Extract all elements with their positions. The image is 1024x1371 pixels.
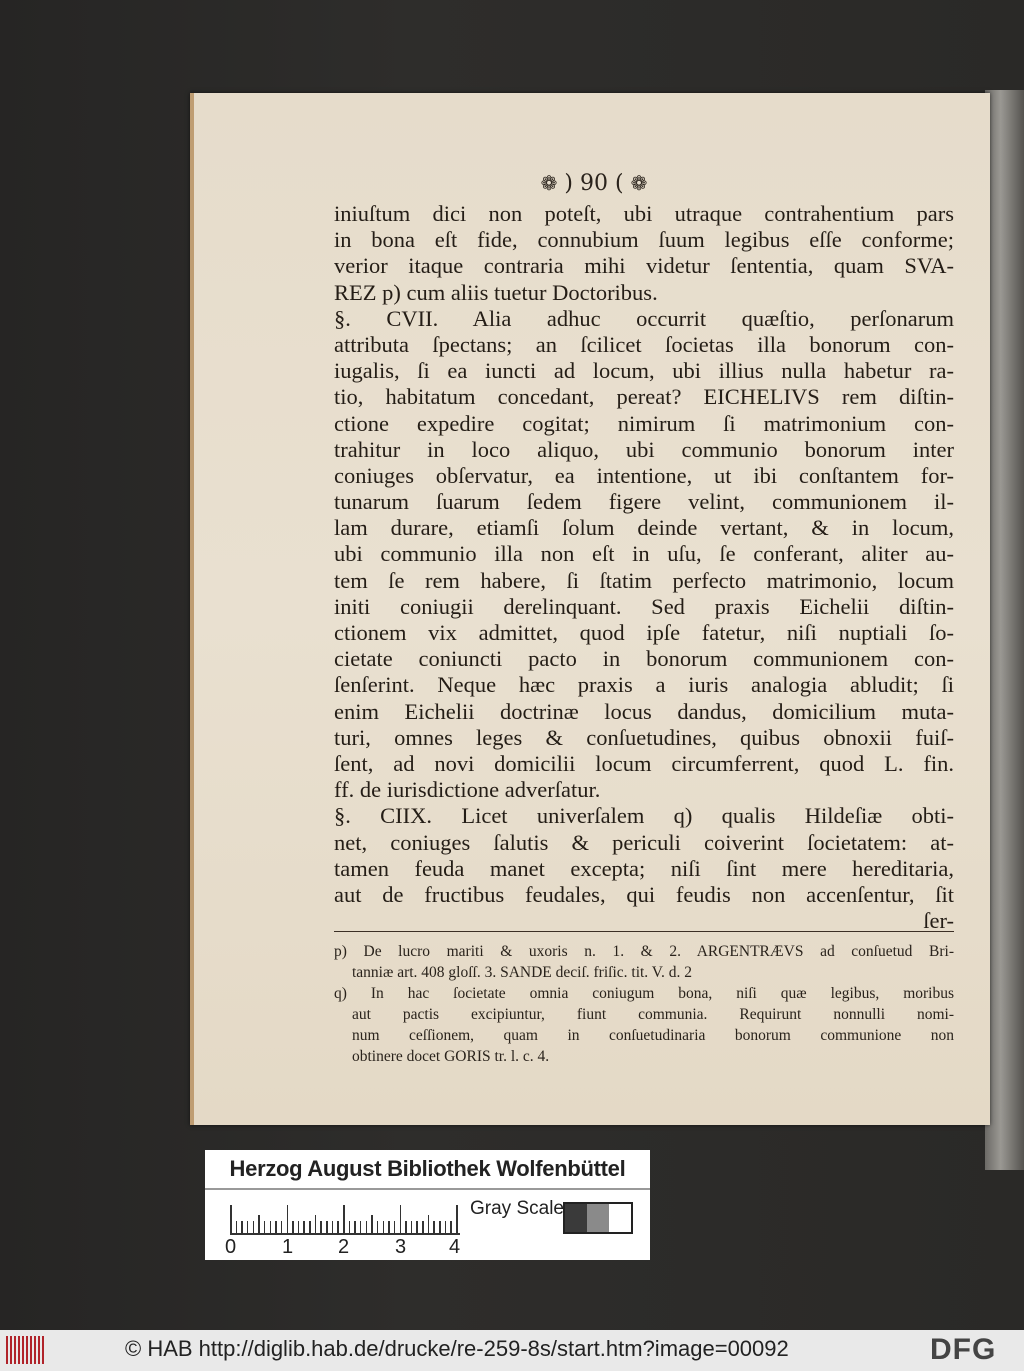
text-line: tunarum ſuarum ſedem figere velint, communionem il-	[334, 489, 954, 515]
ruler-tick	[456, 1205, 458, 1235]
page-header	[194, 171, 994, 196]
ruler-tick	[366, 1221, 368, 1235]
ruler-tick	[264, 1221, 266, 1235]
text-line: enim Eichelii doctrinæ locus dandus, domicilium muta-	[334, 698, 954, 724]
ruler-tick	[411, 1221, 413, 1235]
ruler-tick	[371, 1215, 373, 1235]
text-line: net, coniuges ſalutis & periculi coiverint ſocietatem: at-	[334, 829, 954, 855]
ruler-tick	[428, 1215, 430, 1235]
ruler-tick	[416, 1221, 418, 1235]
ruler-tick	[422, 1221, 424, 1235]
text-line: aut de fructibus feudales, qui feudis non accenſentur, ſit	[334, 881, 954, 907]
ruler-tick	[236, 1221, 238, 1235]
text-line: §. CIIX. Licet univerſalem q) qualis Hildeſiæ obti-	[334, 803, 954, 829]
ruler-tick	[394, 1221, 396, 1235]
dfg-logo: DFG	[930, 1333, 997, 1366]
barcode-logo-icon	[6, 1336, 44, 1364]
ruler-number: 1	[282, 1236, 294, 1258]
gray-scale-swatch	[563, 1202, 633, 1234]
page-number: ) 90 (	[564, 171, 624, 196]
ruler-tick	[287, 1205, 289, 1235]
text-line: attributa ſpectans; an ſcilicet ſocietas illa bonorum con-	[334, 331, 954, 357]
text-line: ubi communio illa non eſt in uſu, ſe conferant, aliter au-	[334, 541, 954, 567]
ruler-tick	[281, 1221, 283, 1235]
ruler-tick	[309, 1221, 311, 1235]
text-line: REZ p) cum aliis tuetur Doctoribus.	[334, 279, 658, 305]
cm-ruler	[230, 1200, 460, 1235]
text-line: turi, omnes leges & conſuetudines, quibus obnoxii fuiſ-	[334, 724, 954, 750]
text-line: ctionem vix admittet, quod ipſe fatetur, niſi nuptiali ſo-	[334, 620, 954, 645]
ruler-tick	[354, 1221, 356, 1235]
text-line: tem ſe rem habere, ſi ſtatim perfecto matrimonio, locum	[334, 567, 954, 593]
ruler-tick	[349, 1221, 351, 1235]
ruler-tick	[303, 1221, 305, 1235]
ornament-right-icon: ❁	[630, 171, 648, 195]
book-page	[190, 93, 990, 1125]
ruler-tick	[270, 1221, 272, 1235]
text-line: lam durare, etiamſi ſolum deinde vertant, & in locum,	[334, 515, 954, 541]
ruler-tick	[377, 1221, 379, 1235]
ruler-tick	[343, 1205, 345, 1235]
ruler-number: 0	[225, 1236, 237, 1258]
footer-url-text: © HAB http://diglib.hab.de/drucke/re-259-8s/start.htm?image=00092	[125, 1336, 789, 1361]
ruler-tick	[326, 1221, 328, 1235]
footnote-line: tanniæ art. 408 gloſſ. 3. SANDE deciſ. friſic. tit. V. d. 2	[352, 964, 692, 981]
color-scale-card	[205, 1150, 650, 1260]
ruler-tick	[275, 1221, 277, 1235]
text-line: coniuges obſervatur, ea intentione, ut ibi conſtantem for-	[334, 462, 954, 488]
ruler-tick	[450, 1221, 452, 1235]
ruler-tick	[332, 1221, 334, 1235]
body-text	[334, 201, 954, 934]
ruler-tick	[383, 1221, 385, 1235]
text-line: tamen feuda manet excepta; niſi ſint mere hereditaria,	[334, 855, 954, 881]
text-line: ſer-	[923, 908, 954, 934]
book-spine	[985, 90, 1024, 1170]
ruler-tick	[320, 1221, 322, 1235]
ornament-left-icon: ❁	[540, 171, 558, 195]
ruler-number: 3	[395, 1236, 407, 1258]
text-line: ff. de iurisdictione adverſatur.	[334, 777, 601, 803]
ruler-tick	[445, 1221, 447, 1235]
card-divider	[205, 1188, 650, 1190]
ruler-tick	[315, 1215, 317, 1235]
ruler-tick	[247, 1221, 249, 1235]
footnote-line: obtinere docet GORIS tr. l. c. 4.	[352, 1048, 550, 1065]
ruler-tick	[230, 1205, 232, 1235]
footer-bar	[0, 1330, 1024, 1371]
text-line: verior itaque contraria mihi videtur ſententia, quam SVA-	[334, 253, 954, 279]
ruler-tick	[337, 1221, 339, 1235]
text-line: cietate coniuncti pacto in bonorum communionem con-	[334, 646, 954, 672]
ruler-tick	[433, 1221, 435, 1235]
text-line: ſent, ad novi domicilii locum circumferrent, quod L. fin.	[334, 750, 954, 776]
ruler-tick	[439, 1221, 441, 1235]
footnote-line: q) In hac ſocietate omnia coniugum bona, niſi quæ legibus, moribus	[334, 985, 954, 1002]
footnote-line: num ceſſionem, quam in conſuetudinaria bonorum communione non	[352, 1027, 954, 1044]
ruler-tick	[292, 1221, 294, 1235]
ruler-tick	[241, 1221, 243, 1235]
text-line: §. CVII. Alia adhuc occurrit quæſtio, perſonarum	[334, 305, 954, 331]
text-line: iugalis, ſi ea iuncti ad locum, ubi illius nulla habetur ra-	[334, 358, 954, 384]
ruler-tick	[405, 1221, 407, 1235]
ruler-tick	[388, 1221, 390, 1235]
ruler-number: 2	[338, 1236, 350, 1258]
text-line: ctione expedire cogitat; nimirum ſi matrimonium con-	[334, 410, 954, 436]
ruler-tick	[258, 1215, 260, 1235]
text-line: ſenſerint. Neque hæc praxis a iuris analogia abludit; ſi	[334, 672, 954, 698]
library-title: Herzog August Bibliothek Wolfenbüttel	[229, 1156, 626, 1181]
gray-scale-label: Gray Scale	[470, 1198, 564, 1219]
gray-swatch	[565, 1204, 587, 1232]
ruler-tick	[253, 1221, 255, 1235]
footnote-line: aut pactis excipiuntur, fiunt communia. Requirunt nonnulli nomi-	[352, 1006, 954, 1023]
gray-swatch	[587, 1204, 609, 1232]
ruler-tick	[400, 1205, 402, 1235]
text-line: iniuſtum dici non poteſt, ubi utraque contrahentium pars	[334, 201, 954, 226]
gray-swatch	[609, 1204, 631, 1232]
text-line: initi coniugii derelinquant. Sed praxis Eichelii diſtin-	[334, 593, 954, 619]
text-line: trahitur in loco aliquo, ubi communio bonorum inter	[334, 436, 954, 462]
footnotes	[334, 941, 954, 1067]
footnote-line: p) De lucro mariti & uxoris n. 1. & 2. ARGENTRÆVS ad conſuetud Bri-	[334, 943, 954, 960]
footnote-rule	[334, 931, 954, 933]
ruler-number: 4	[449, 1236, 461, 1258]
text-line: tio, habitatum concedant, pereat? EICHELIVS rem diſtin-	[334, 384, 954, 410]
ruler-tick	[298, 1221, 300, 1235]
ruler-tick	[360, 1221, 362, 1235]
text-line: in bona eſt fide, connubium ſuum legibus eſſe conforme;	[334, 227, 954, 253]
